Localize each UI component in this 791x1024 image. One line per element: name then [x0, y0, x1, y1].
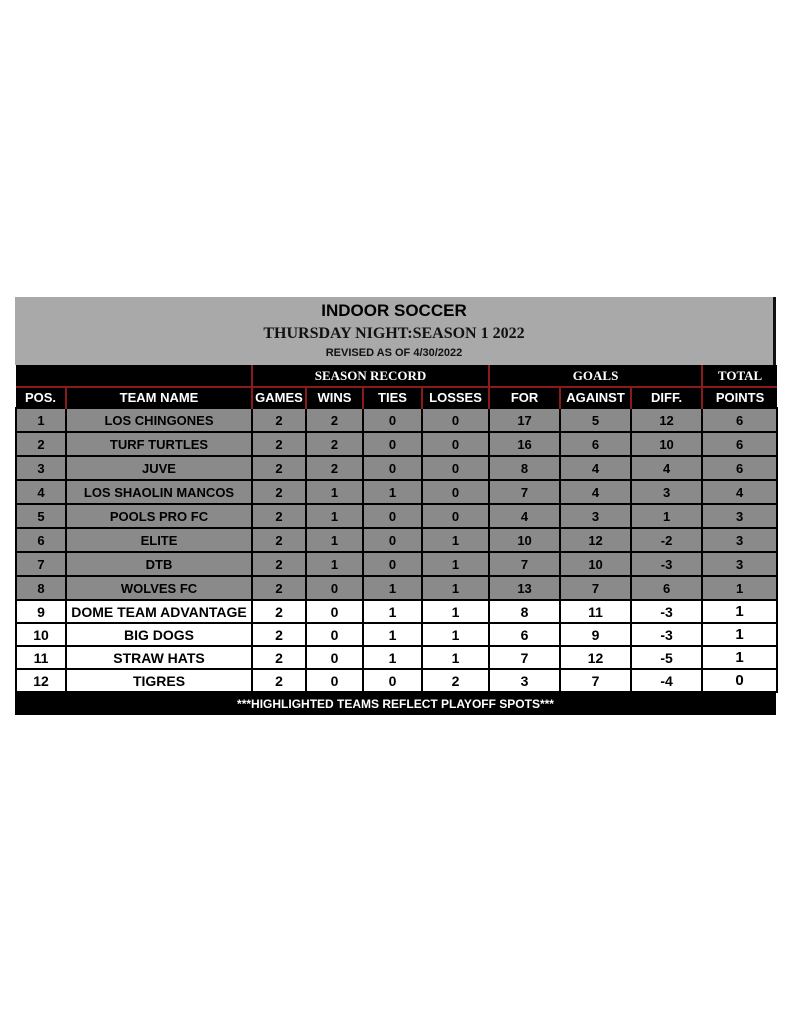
page-subtitle: THURSDAY NIGHT:SEASON 1 2022 [263, 325, 525, 342]
cell-for: 7 [489, 646, 560, 669]
cell-pos: 9 [16, 600, 66, 623]
cell-games: 2 [252, 576, 306, 600]
cell-team: LOS SHAOLIN MANCOS [66, 480, 252, 504]
cell-points: 1 [702, 646, 777, 669]
cell-diff: 12 [631, 408, 702, 432]
cell-team: JUVE [66, 456, 252, 480]
cell-losses: 0 [422, 432, 489, 456]
title-block [15, 297, 776, 365]
col-wins: WINS [306, 387, 363, 408]
cell-ties: 0 [363, 528, 422, 552]
cell-pos: 7 [16, 552, 66, 576]
cell-points: 3 [702, 552, 777, 576]
cell-points: 1 [702, 600, 777, 623]
cell-diff: -2 [631, 528, 702, 552]
cell-ties: 0 [363, 669, 422, 692]
table-row [16, 600, 777, 623]
cell-team: POOLS PRO FC [66, 504, 252, 528]
cell-against: 9 [560, 623, 631, 646]
cell-for: 8 [489, 600, 560, 623]
col-games: GAMES [252, 387, 306, 408]
cell-ties: 1 [363, 480, 422, 504]
cell-losses: 1 [422, 552, 489, 576]
cell-wins: 1 [306, 552, 363, 576]
cell-points: 6 [702, 408, 777, 432]
cell-wins: 2 [306, 408, 363, 432]
group-total: TOTAL [702, 365, 777, 387]
cell-wins: 1 [306, 504, 363, 528]
standings-table [15, 365, 778, 693]
table-row [16, 646, 777, 669]
cell-team: STRAW HATS [66, 646, 252, 669]
cell-ties: 1 [363, 646, 422, 669]
cell-diff: 1 [631, 504, 702, 528]
cell-against: 5 [560, 408, 631, 432]
cell-losses: 0 [422, 408, 489, 432]
cell-points: 6 [702, 456, 777, 480]
cell-wins: 1 [306, 480, 363, 504]
cell-team: TURF TURTLES [66, 432, 252, 456]
cell-pos: 5 [16, 504, 66, 528]
cell-points: 6 [702, 432, 777, 456]
cell-diff: 4 [631, 456, 702, 480]
cell-wins: 0 [306, 669, 363, 692]
cell-games: 2 [252, 623, 306, 646]
cell-points: 0 [702, 669, 777, 692]
cell-losses: 1 [422, 646, 489, 669]
cell-pos: 11 [16, 646, 66, 669]
cell-against: 4 [560, 480, 631, 504]
cell-losses: 0 [422, 456, 489, 480]
col-points: POINTS [702, 387, 777, 408]
cell-against: 12 [560, 646, 631, 669]
cell-points: 3 [702, 504, 777, 528]
cell-for: 3 [489, 669, 560, 692]
cell-against: 10 [560, 552, 631, 576]
table-row [16, 528, 777, 552]
cell-pos: 1 [16, 408, 66, 432]
cell-wins: 0 [306, 623, 363, 646]
col-ties: TIES [363, 387, 422, 408]
revised-date: REVISED AS OF 4/30/2022 [325, 347, 463, 359]
group-blank [16, 365, 252, 387]
cell-pos: 12 [16, 669, 66, 692]
cell-for: 8 [489, 456, 560, 480]
column-header-row [16, 387, 777, 408]
cell-losses: 1 [422, 576, 489, 600]
cell-ties: 0 [363, 432, 422, 456]
table-row [16, 576, 777, 600]
cell-for: 17 [489, 408, 560, 432]
group-season-record: SEASON RECORD [252, 365, 489, 387]
cell-diff: -3 [631, 600, 702, 623]
cell-diff: 3 [631, 480, 702, 504]
cell-wins: 1 [306, 528, 363, 552]
playoff-note: ***HIGHLIGHTED TEAMS REFLECT PLAYOFF SPOTS*** [15, 693, 776, 715]
cell-for: 7 [489, 552, 560, 576]
cell-points: 3 [702, 528, 777, 552]
cell-ties: 0 [363, 456, 422, 480]
cell-pos: 3 [16, 456, 66, 480]
cell-losses: 1 [422, 600, 489, 623]
cell-points: 1 [702, 576, 777, 600]
table-row [16, 408, 777, 432]
cell-against: 6 [560, 432, 631, 456]
cell-diff: -4 [631, 669, 702, 692]
group-goals: GOALS [489, 365, 702, 387]
standings-sheet [15, 297, 776, 715]
cell-games: 2 [252, 669, 306, 692]
col-for: FOR [489, 387, 560, 408]
cell-diff: -3 [631, 623, 702, 646]
cell-against: 7 [560, 669, 631, 692]
table-row [16, 623, 777, 646]
table-row [16, 480, 777, 504]
cell-against: 3 [560, 504, 631, 528]
cell-team: BIG DOGS [66, 623, 252, 646]
cell-ties: 0 [363, 408, 422, 432]
cell-for: 7 [489, 480, 560, 504]
cell-team: WOLVES FC [66, 576, 252, 600]
cell-against: 4 [560, 456, 631, 480]
col-diff: DIFF. [631, 387, 702, 408]
cell-team: DOME TEAM ADVANTAGE [66, 600, 252, 623]
cell-against: 12 [560, 528, 631, 552]
cell-ties: 1 [363, 576, 422, 600]
cell-ties: 0 [363, 504, 422, 528]
cell-games: 2 [252, 504, 306, 528]
cell-losses: 1 [422, 528, 489, 552]
cell-team: LOS CHINGONES [66, 408, 252, 432]
cell-team: ELITE [66, 528, 252, 552]
cell-losses: 0 [422, 504, 489, 528]
cell-wins: 0 [306, 576, 363, 600]
cell-games: 2 [252, 528, 306, 552]
cell-diff: 10 [631, 432, 702, 456]
cell-for: 16 [489, 432, 560, 456]
cell-team: DTB [66, 552, 252, 576]
cell-games: 2 [252, 552, 306, 576]
cell-diff: -5 [631, 646, 702, 669]
cell-losses: 1 [422, 623, 489, 646]
cell-games: 2 [252, 456, 306, 480]
col-losses: LOSSES [422, 387, 489, 408]
cell-pos: 4 [16, 480, 66, 504]
cell-ties: 1 [363, 623, 422, 646]
col-pos: POS. [16, 387, 66, 408]
cell-wins: 2 [306, 432, 363, 456]
col-against: AGAINST [560, 387, 631, 408]
cell-points: 1 [702, 623, 777, 646]
cell-ties: 0 [363, 552, 422, 576]
cell-games: 2 [252, 600, 306, 623]
cell-games: 2 [252, 408, 306, 432]
cell-points: 4 [702, 480, 777, 504]
cell-ties: 1 [363, 600, 422, 623]
table-row [16, 456, 777, 480]
cell-games: 2 [252, 432, 306, 456]
table-row [16, 504, 777, 528]
cell-losses: 0 [422, 480, 489, 504]
group-header-row [16, 365, 777, 387]
cell-wins: 0 [306, 646, 363, 669]
cell-diff: -3 [631, 552, 702, 576]
cell-for: 4 [489, 504, 560, 528]
cell-pos: 10 [16, 623, 66, 646]
cell-pos: 8 [16, 576, 66, 600]
cell-for: 6 [489, 623, 560, 646]
cell-against: 11 [560, 600, 631, 623]
cell-for: 10 [489, 528, 560, 552]
cell-against: 7 [560, 576, 631, 600]
cell-pos: 6 [16, 528, 66, 552]
cell-wins: 0 [306, 600, 363, 623]
cell-team: TIGRES [66, 669, 252, 692]
cell-pos: 2 [16, 432, 66, 456]
cell-games: 2 [252, 480, 306, 504]
cell-diff: 6 [631, 576, 702, 600]
page-title: INDOOR SOCCER [321, 301, 467, 320]
cell-losses: 2 [422, 669, 489, 692]
table-row [16, 432, 777, 456]
table-row [16, 552, 777, 576]
table-row [16, 669, 777, 692]
cell-for: 13 [489, 576, 560, 600]
cell-games: 2 [252, 646, 306, 669]
cell-wins: 2 [306, 456, 363, 480]
col-team: TEAM NAME [66, 387, 252, 408]
